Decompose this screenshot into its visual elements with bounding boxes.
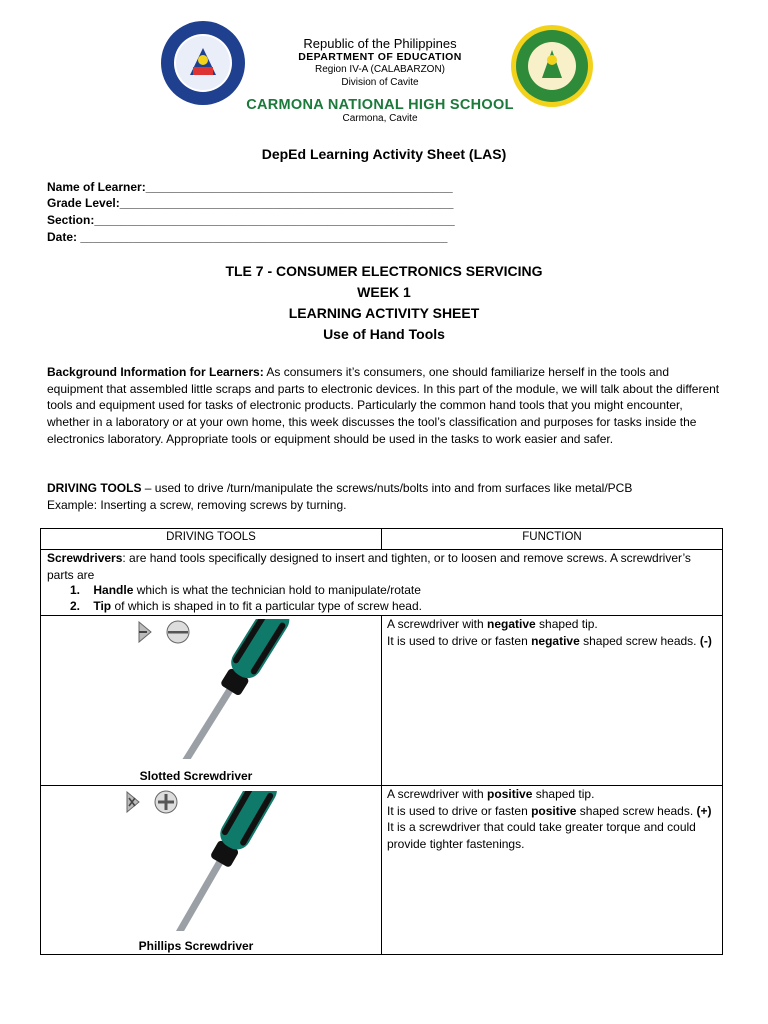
part-item-tip: 2. Tip of which is shaped in to fit a particular type of screw head. xyxy=(70,599,422,613)
phillips-caption: Phillips Screwdriver xyxy=(138,939,254,953)
activity-title: LEARNING ACTIVITY SHEET xyxy=(288,305,480,321)
phillips-function: A screwdriver with positive shaped tip. It is used to drive or fasten positive shaped screw heads. (+) It is a screwdriver that could take greater torque and could provide tighter fastenings. xyxy=(387,787,712,851)
section-field[interactable]: Section:______________________________________________________ xyxy=(47,213,455,227)
phillips-screwdriver-image xyxy=(131,791,311,931)
topic-title: Use of Hand Tools xyxy=(323,326,445,342)
school-seal-logo xyxy=(510,24,594,108)
driving-text: – used to drive /turn/manipulate the screws/nuts/bolts into and from surfaces like metal/PCB xyxy=(141,481,633,495)
deped-seal-logo xyxy=(160,20,246,106)
slotted-screwdriver-image xyxy=(141,619,321,759)
course-title: TLE 7 - CONSUMER ELECTRONICS SERVICING xyxy=(225,263,543,279)
background-text: As consumers it’s consumers, one should familiarize herself in the tools and equipment that assembled little scraps and parts to electronic devices. In this part of the module, we will talk about the different tools and equipment used for tasks of electronic products. Particularly the common hand tools that you might encounter, whether in a laboratory or at your own home, this week discusses the tool’s classification and purposes for tasks inside the electronics laboratory. Appropriate tools or equipment should be used in the tasks to work easier and safer. xyxy=(47,365,720,446)
header-department: DEPARTMENT OF EDUCATION xyxy=(298,51,462,63)
header-republic: Republic of the Philippines xyxy=(303,36,457,51)
driving-example: Example: Inserting a screw, removing screws by turning. xyxy=(47,497,347,512)
screwdriver-intro xyxy=(47,550,717,583)
slotted-caption: Slotted Screwdriver xyxy=(139,769,253,783)
table-header-driving-tools: DRIVING TOOLS xyxy=(166,531,256,543)
driving-tools-table xyxy=(40,528,723,955)
school-location: Carmona, Cavite xyxy=(342,113,418,124)
week-title: WEEK 1 xyxy=(357,284,411,300)
name-field[interactable]: Name of Learner:______________________________________________ xyxy=(47,180,453,194)
background-paragraph xyxy=(47,364,727,448)
screwdriver-intro-text: : are hand tools specifically designed to insert and tighten, or to loosen and remove screws. A screwdriver’s parts are xyxy=(47,551,691,582)
school-name: CARMONA NATIONAL HIGH SCHOOL xyxy=(246,97,514,113)
background-label: Background Information for Learners: xyxy=(47,365,264,379)
screwdriver-label: Screwdrivers xyxy=(47,551,123,565)
sheet-title: DepEd Learning Activity Sheet (LAS) xyxy=(261,146,507,162)
grade-field[interactable]: Grade Level:__________________________________________________ xyxy=(47,196,454,210)
driving-label: DRIVING TOOLS xyxy=(47,481,142,495)
slotted-function: A screwdriver with negative shaped tip. It is used to drive or fasten negative shaped screw heads. (-) xyxy=(387,617,712,648)
header-region: Region IV-A (CALABARZON) xyxy=(314,64,446,75)
driving-tools-paragraph xyxy=(47,480,727,513)
table-header-function: FUNCTION xyxy=(522,531,582,543)
date-field[interactable]: Date: _______________________________________________________ xyxy=(47,230,448,244)
header-division: Division of Cavite xyxy=(341,77,419,88)
part-item-handle: 1. Handle which is what the technician hold to manipulate/rotate xyxy=(70,583,421,597)
